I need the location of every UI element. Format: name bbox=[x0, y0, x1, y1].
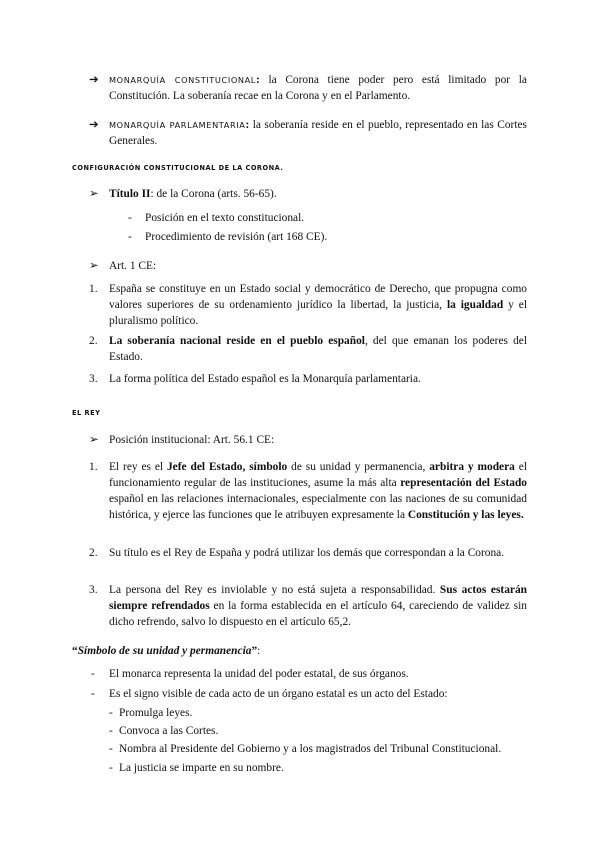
arrow-icon: ➢ bbox=[89, 434, 99, 446]
arrow-icon: ➢ bbox=[89, 260, 99, 272]
arrow-icon: ➢ bbox=[89, 188, 99, 200]
rey-item-3: La persona del Rey es inviolable y no está sujeta a responsabilidad. Sus actos estarán siempre refrendados en la forma establecida en el artículo 64, careciendo de validez sin dicho refrendo, salvo lo dispuesto en el artículo 65,2. bbox=[109, 584, 527, 628]
titulo-ii-line: Título II: de la Corona (arts. 56-65). bbox=[109, 188, 277, 200]
arrow-icon: ➔ bbox=[89, 119, 99, 131]
dash-marker: - bbox=[91, 668, 95, 680]
simbolo-heading: “Símbolo de su unidad y permanencia”: bbox=[72, 645, 261, 657]
simbolo-item-2: Es el signo visible de cada acto de un órgano estatal es un acto del Estado: bbox=[109, 688, 448, 700]
arrow-icon: ➔ bbox=[89, 74, 99, 86]
rey-item-1: El rey es el Jefe del Estado, símbolo de su unidad y permanencia, arbitra y modera el funcionamiento regular de las instituciones, asume la más alta representación del Estado español en las relaciones internacionales, especialmente con las naciones de su comunidad histórica, y ejerce las funciones que le atribuyen expresamente la Constitución y las leyes. bbox=[109, 461, 527, 521]
art1-item-3: La forma política del Estado español es la Monarquía parlamentaria. bbox=[109, 373, 421, 385]
dash-marker: - bbox=[109, 707, 113, 719]
art1-item-2: La soberanía nacional reside en el pueblo español, del que emanan los poderes del Estado. bbox=[109, 335, 527, 363]
intro-item-monarquia-constitucional: MONARQUÍA CONSTITUCIONAL: la Corona tiene poder pero está limitado por la Constitución. La soberanía recae en la Corona y en el Parlamento. bbox=[109, 74, 527, 102]
list-number: 2. bbox=[89, 335, 98, 347]
list-number: 1. bbox=[89, 461, 98, 473]
list-number: 3. bbox=[89, 584, 98, 596]
subitem-posicion: Posición en el texto constitucional. bbox=[145, 212, 305, 224]
rey-item-2: Su título es el Rey de España y podrá utilizar los demás que correspondan a la Corona. bbox=[109, 547, 505, 559]
list-number: 2. bbox=[89, 547, 98, 559]
subitem-procedimiento: Procedimiento de revisión (art 168 CE). bbox=[145, 231, 328, 243]
simbolo-subitem-3: Nombra al Presidente del Gobierno y a los magistrados del Tribunal Constitucional. bbox=[119, 743, 502, 755]
posicion-institucional-label: Posición institucional: Art. 56.1 CE: bbox=[109, 434, 275, 446]
list-number: 1. bbox=[89, 283, 98, 295]
dash-marker: - bbox=[91, 688, 95, 700]
art1-label: Art. 1 CE: bbox=[109, 260, 157, 272]
intro-item-monarquia-parlamentaria: MONARQUÍA PARLAMENTARIA: la soberanía reside en el pueblo, representado en las Cortes Generales. bbox=[109, 119, 527, 147]
dash-marker: - bbox=[128, 212, 132, 224]
dash-marker: - bbox=[109, 743, 113, 755]
dash-marker: - bbox=[109, 725, 113, 737]
section-heading-el-rey: EL REY bbox=[72, 409, 101, 417]
section-heading-configuracion: CONFIGURACIÓN CONSTITUCIONAL DE LA CORONA. bbox=[72, 164, 284, 172]
simbolo-subitem-4: La justicia se imparte en su nombre. bbox=[119, 762, 284, 774]
term-label: MONARQUÍA PARLAMENTARIA bbox=[109, 120, 246, 130]
list-number: 3. bbox=[89, 373, 98, 385]
simbolo-subitem-1: Promulga leyes. bbox=[119, 707, 193, 719]
dash-marker: - bbox=[109, 762, 113, 774]
simbolo-item-1: El monarca representa la unidad del poder estatal, de sus órganos. bbox=[109, 668, 409, 680]
art1-item-1: España se constituye en un Estado social y democrático de Derecho, que propugna como valores superiores de su ordenamiento jurídico la libertad, la justicia, la igualdad y el pluralismo político. bbox=[109, 283, 527, 327]
dash-marker: - bbox=[128, 231, 132, 243]
term-label: MONARQUÍA CONSTITUCIONAL bbox=[109, 75, 256, 85]
simbolo-subitem-2: Convoca a las Cortes. bbox=[119, 725, 219, 737]
